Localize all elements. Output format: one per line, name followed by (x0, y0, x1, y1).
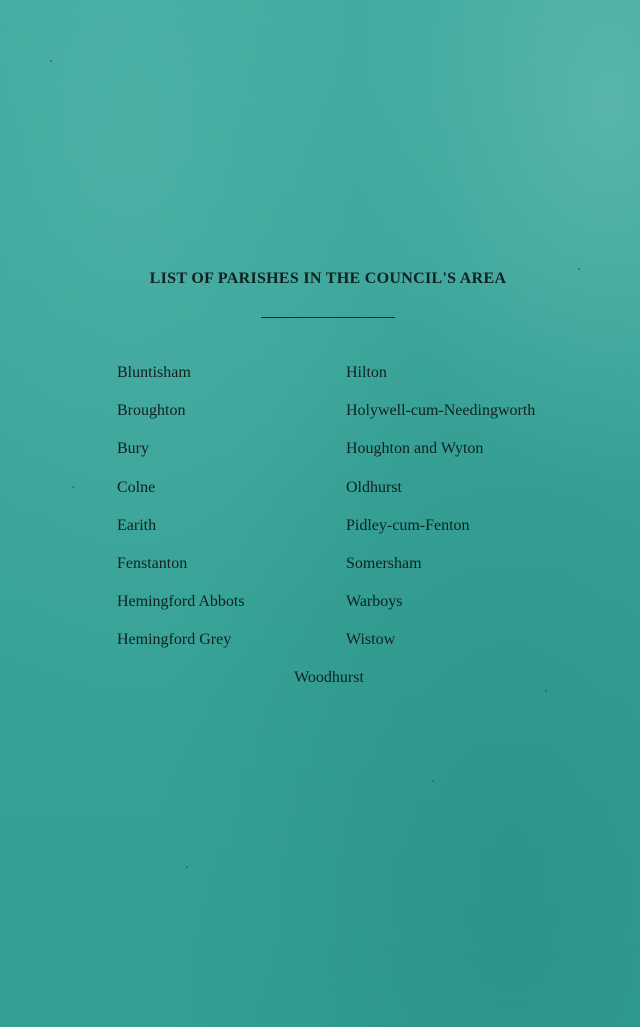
list-item: Hemingford Grey (117, 631, 232, 649)
list-item: Warboys (346, 593, 403, 611)
final-parish-entry: Woodhurst (294, 669, 364, 686)
parish-list-right (346, 362, 535, 668)
list-item: Oldhurst (346, 478, 402, 496)
list-item: Broughton (117, 402, 186, 420)
paper-speck (432, 780, 434, 782)
paper-speck (72, 486, 74, 488)
list-item: Somersham (346, 554, 422, 572)
parish-list-left (117, 362, 245, 668)
list-item: Hilton (346, 364, 387, 381)
list-item: Colne (117, 478, 156, 496)
list-item: Bluntisham (117, 364, 191, 381)
page-title: LIST OF PARISHES IN THE COUNCIL'S AREA (149, 270, 507, 287)
list-item: Houghton and Wyton (346, 440, 484, 458)
list-item: Hemingford Abbots (117, 593, 245, 611)
paper-speck (545, 690, 547, 692)
list-item: Pidley-cum-Fenton (346, 516, 470, 534)
list-item: Bury (117, 440, 149, 458)
list-item: Fenstanton (117, 554, 188, 572)
list-item: Earith (117, 516, 157, 534)
list-item: Wistow (346, 631, 396, 649)
list-item: Holywell-cum-Needingworth (346, 402, 536, 420)
paper-speck (186, 866, 188, 868)
paper-speck (50, 60, 52, 62)
title-divider (261, 317, 395, 318)
